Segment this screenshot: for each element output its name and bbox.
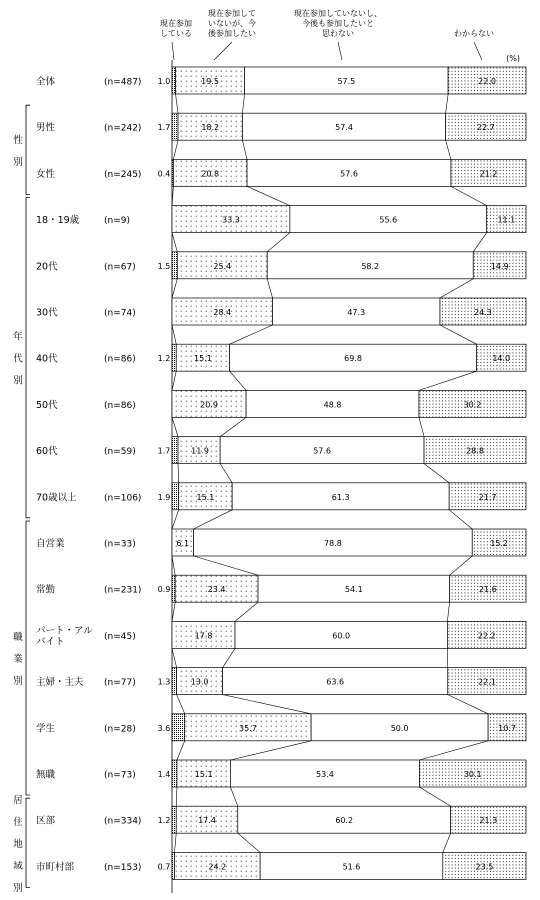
data-label: 15.2 — [490, 539, 509, 548]
data-label: 19.5 — [201, 77, 219, 86]
sample-size-label: (n=86) — [104, 354, 136, 365]
data-label: 78.8 — [324, 539, 342, 548]
data-label: 22.0 — [478, 77, 496, 86]
connector-line — [176, 94, 178, 113]
legend-label: 現在参加していないし、 — [294, 9, 382, 18]
data-label: 54.1 — [344, 585, 363, 595]
data-label: 1.2 — [157, 816, 171, 826]
sample-size-label: (n=153) — [104, 862, 142, 873]
connector-line — [172, 556, 175, 575]
data-label: 63.6 — [326, 677, 345, 687]
data-label: 1.2 — [157, 354, 171, 364]
data-label: 1.3 — [157, 677, 171, 687]
sample-size-label: (n=77) — [104, 678, 136, 689]
connector-line — [177, 695, 185, 714]
category-label: 男性 — [36, 122, 56, 134]
data-label: 17.4 — [198, 816, 216, 826]
legend-label: している — [160, 29, 192, 38]
category-label: 18・19歳 — [36, 215, 80, 227]
data-label: 0.4 — [157, 169, 171, 179]
legend-label: いないが、今 — [208, 19, 256, 28]
unit-label: (%) — [506, 54, 520, 63]
group-label: 年 — [13, 331, 23, 343]
data-label: 1.4 — [157, 770, 171, 779]
data-label: 22.7 — [476, 123, 495, 133]
legend-label: 現在参加して — [208, 9, 256, 18]
bar-segment — [172, 806, 176, 833]
data-label: 11.9 — [191, 446, 209, 456]
sample-size-label: (n=74) — [104, 308, 136, 319]
group-label: 域 — [13, 860, 23, 872]
category-label: 30代 — [36, 307, 58, 319]
data-label: 3.6 — [157, 723, 171, 733]
connector-line — [424, 464, 449, 483]
connector-line — [230, 741, 311, 760]
bar-segment — [172, 852, 174, 879]
data-label: 10.7 — [498, 723, 516, 733]
bar-segment — [172, 714, 185, 741]
connector-line — [443, 833, 451, 852]
category-label: 市町村部 — [36, 861, 75, 873]
group-label: 別 — [13, 156, 23, 168]
data-label: 48.8 — [323, 400, 342, 410]
data-label: 58.2 — [361, 261, 380, 271]
data-label: 35.7 — [239, 723, 257, 733]
connector-line — [440, 279, 473, 298]
data-label: 21.6 — [478, 585, 497, 595]
connector-line — [223, 648, 235, 667]
bar-segment — [172, 67, 176, 94]
data-label: 28.8 — [466, 446, 484, 456]
group-label: 別 — [13, 375, 23, 387]
data-label: 57.6 — [313, 446, 332, 456]
data-label: 55.6 — [379, 215, 398, 225]
bar-segment — [172, 575, 175, 602]
data-label: 53.4 — [316, 770, 334, 779]
sample-size-label: (n=45) — [104, 631, 136, 642]
category-label: 70歳以上 — [36, 492, 77, 504]
connector-line — [172, 279, 177, 298]
connector-line — [230, 787, 237, 806]
category-label: バイト — [36, 636, 65, 648]
data-label: 0.7 — [157, 862, 171, 872]
category-label: 区部 — [36, 815, 56, 827]
data-label: 60.0 — [332, 631, 351, 641]
category-label: 主婦・主夫 — [36, 677, 84, 689]
data-label: 20.8 — [201, 169, 220, 179]
data-label: 24.2 — [208, 862, 227, 872]
connector-line — [230, 371, 246, 390]
sample-size-label: (n=242) — [104, 123, 142, 134]
data-label: 0.9 — [157, 585, 171, 595]
connector-line — [172, 325, 176, 344]
data-label: 61.3 — [331, 492, 350, 502]
data-label: 57.6 — [340, 169, 358, 179]
group-bracket — [26, 105, 30, 194]
data-label: 15.1 — [194, 354, 212, 364]
connector-line — [419, 787, 450, 806]
data-label: 60.2 — [335, 816, 354, 826]
data-label: 13.0 — [190, 677, 209, 687]
data-label: 21.2 — [479, 169, 498, 179]
connector-line — [447, 602, 449, 621]
connector-line — [451, 186, 487, 205]
data-label: 22.2 — [477, 631, 496, 641]
connector-line — [242, 94, 244, 113]
connector-line — [177, 741, 185, 760]
sample-size-label: (n=67) — [104, 262, 136, 273]
group-label: 業 — [13, 654, 23, 665]
sample-size-label: (n=334) — [104, 816, 142, 827]
data-label: 6.1 — [176, 539, 190, 548]
sample-size-label: (n=59) — [104, 447, 136, 458]
category-label: 学生 — [36, 723, 56, 735]
data-label: 1.9 — [157, 492, 171, 502]
bar-segment — [172, 252, 177, 279]
data-label: 33.3 — [222, 215, 240, 225]
data-label: 17.8 — [194, 631, 213, 641]
data-label: 1.7 — [157, 123, 171, 133]
connector-line — [172, 510, 179, 529]
data-label: 15.1 — [196, 492, 215, 502]
bar-segment — [172, 113, 178, 140]
group-label: 代 — [13, 353, 23, 365]
sample-size-label: (n=231) — [104, 585, 142, 596]
bar-segment — [172, 344, 176, 371]
connector-line — [223, 695, 312, 714]
bar-segment — [172, 668, 177, 695]
data-label: 22.1 — [477, 677, 496, 687]
connector-line — [238, 833, 260, 852]
connector-line — [450, 556, 473, 575]
category-label: 自営業 — [36, 538, 65, 550]
data-label: 57.5 — [337, 77, 356, 86]
legend-leader-line — [474, 42, 482, 60]
category-label: 60代 — [36, 446, 58, 458]
group-label: 性 — [13, 134, 23, 146]
legend-label: 現在参加 — [160, 19, 192, 28]
data-label: 1.0 — [157, 77, 171, 86]
connector-line — [220, 417, 246, 436]
connector-line — [440, 325, 477, 344]
connector-line — [473, 233, 486, 252]
connector-line — [446, 140, 451, 159]
bar-segment — [172, 483, 179, 510]
connector-line — [173, 140, 178, 159]
sample-size-label: (n=245) — [104, 169, 142, 180]
legend-label: 今後も参加したいと — [302, 19, 374, 28]
sample-size-label: (n=28) — [104, 724, 136, 735]
connector-line — [448, 695, 488, 714]
category-label: パート・アル — [36, 625, 93, 637]
legend-label: 後参加したい — [208, 29, 256, 38]
connector-line — [449, 510, 472, 529]
connector-line — [194, 510, 233, 529]
data-label: 24.3 — [474, 308, 492, 317]
data-label: 15.1 — [194, 770, 213, 779]
data-label: 47.3 — [347, 308, 366, 317]
connector-line — [446, 94, 448, 113]
data-label: 69.8 — [344, 354, 362, 364]
sample-size-label: (n=9) — [104, 216, 130, 227]
category-label: 無職 — [36, 769, 56, 781]
data-label: 57.4 — [335, 123, 353, 133]
data-label: 25.4 — [213, 261, 232, 271]
data-label: 11.1 — [497, 215, 516, 225]
sample-size-label: (n=106) — [104, 493, 142, 504]
data-label: 18.2 — [201, 123, 220, 133]
data-label: 23.5 — [475, 862, 494, 872]
data-label: 30.1 — [463, 770, 482, 779]
group-label: 別 — [13, 676, 23, 687]
connector-line — [174, 833, 176, 852]
group-bracket — [26, 798, 30, 887]
bar-segment — [172, 437, 178, 464]
sample-size-label: (n=73) — [104, 770, 136, 781]
connector-line — [235, 602, 258, 621]
data-label: 21.7 — [478, 492, 497, 502]
bar-segment — [172, 760, 177, 787]
data-label: 14.0 — [492, 354, 511, 364]
connector-line — [267, 279, 272, 298]
category-label: 女性 — [36, 168, 56, 180]
sample-size-label: (n=487) — [104, 77, 142, 88]
data-label: 50.0 — [390, 723, 409, 733]
category-label: 全体 — [36, 76, 56, 88]
category-label: 常勤 — [36, 584, 56, 596]
data-label: 23.4 — [207, 585, 226, 595]
group-label: 住 — [13, 816, 23, 828]
legend-label: 思わない — [322, 29, 354, 38]
connector-line — [419, 371, 477, 390]
connector-line — [172, 417, 178, 436]
legend-label: わからない — [454, 29, 494, 38]
category-label: 40代 — [36, 353, 58, 365]
connector-line — [230, 325, 273, 344]
category-label: 50代 — [36, 399, 58, 411]
legend-leader-line — [214, 42, 232, 60]
group-label: 居 — [13, 794, 23, 806]
category-label: 20代 — [36, 261, 58, 273]
connector-line — [419, 741, 488, 760]
data-label: 30.2 — [463, 400, 482, 410]
connector-line — [247, 186, 290, 205]
group-label: 地 — [13, 838, 23, 850]
connector-line — [172, 602, 175, 621]
legend-leader-line — [338, 42, 342, 60]
connector-line — [172, 371, 176, 390]
connector-line — [178, 464, 179, 483]
group-label: 職 — [13, 632, 23, 643]
legend-leader-line — [172, 42, 174, 60]
data-label: 1.7 — [157, 446, 171, 456]
data-label: 28.4 — [213, 308, 232, 317]
connector-line — [419, 417, 424, 436]
data-label: 14.9 — [490, 261, 509, 271]
connector-line — [172, 233, 177, 252]
connector-line — [172, 648, 177, 667]
data-label: 51.6 — [342, 862, 361, 872]
group-bracket — [26, 198, 30, 518]
data-label: 1.5 — [157, 261, 171, 271]
connector-line — [194, 556, 258, 575]
connector-line — [176, 787, 177, 806]
group-label: 別 — [13, 882, 23, 894]
sample-size-label: (n=33) — [104, 539, 136, 550]
sample-size-label: (n=86) — [104, 400, 136, 411]
connector-line — [220, 464, 232, 483]
group-bracket — [26, 521, 30, 795]
connector-line — [267, 233, 290, 252]
connector-line — [242, 140, 247, 159]
data-label: 21.3 — [479, 816, 498, 826]
data-label: 20.9 — [200, 400, 218, 410]
